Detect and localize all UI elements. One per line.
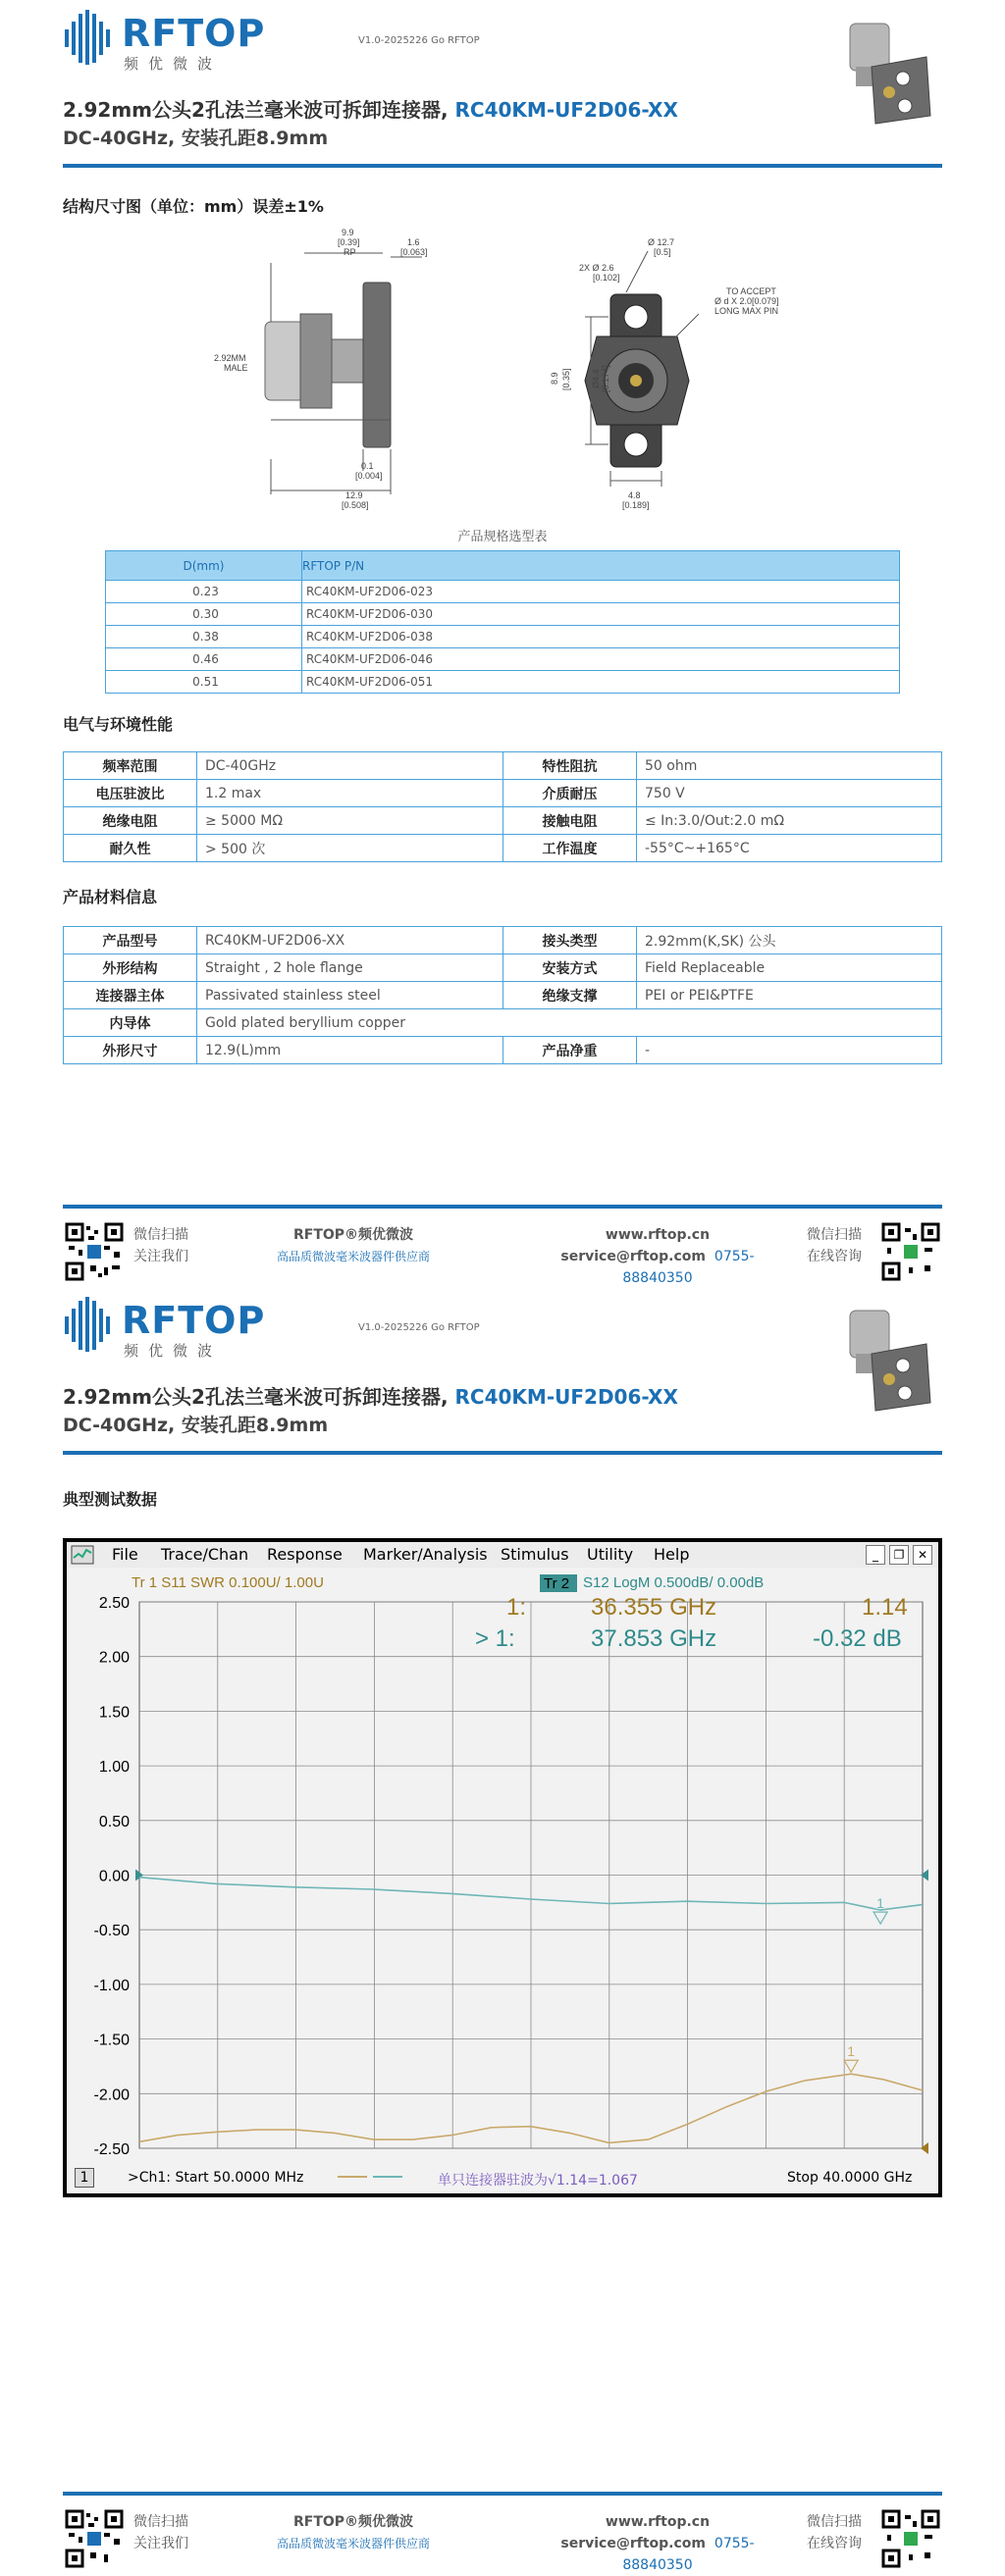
spec-value: > 500 次 bbox=[197, 835, 503, 862]
footer-rule bbox=[63, 1205, 942, 1209]
spec-label: 频率范围 bbox=[64, 752, 197, 780]
table-row bbox=[64, 752, 942, 780]
menu-stimulus[interactable]: Stimulus bbox=[501, 1545, 569, 1564]
vna-menu-bar bbox=[67, 1542, 938, 1568]
qr-code-icon[interactable] bbox=[881, 1222, 940, 1281]
spec-value: - bbox=[637, 1037, 942, 1064]
restore-icon[interactable]: ❐ bbox=[889, 1545, 909, 1565]
dim-4-4: Ø4.4 bbox=[591, 369, 601, 388]
channel-indicator[interactable]: 1 bbox=[75, 2168, 94, 2188]
menu-marker-analysis[interactable]: Marker/Analysis bbox=[363, 1545, 488, 1564]
accept-note-3: LONG MAX PIN bbox=[714, 306, 779, 316]
marker-1-frequency: 36.355 GHz bbox=[591, 1594, 717, 1621]
brand-name: RFTOP®频优微波 bbox=[292, 2514, 414, 2530]
dia-0-5: [0.5] bbox=[654, 247, 671, 257]
accept-note-1: TO ACCEPT bbox=[726, 286, 776, 296]
marker-2-label: > 1: bbox=[475, 1625, 515, 1652]
email-link[interactable]: service@rftop.com bbox=[560, 2536, 706, 2551]
spec-value: ≤ In:3.0/Out:2.0 mΩ bbox=[637, 807, 942, 835]
version-label: V1.0-2025226 Go RFTOP bbox=[358, 1322, 480, 1333]
wechat-scan-label: 微信扫描 bbox=[133, 1227, 188, 1243]
spec-label: 连接器主体 bbox=[64, 982, 197, 1009]
y-tick-label: 1.50 bbox=[98, 1704, 130, 1722]
table-row bbox=[64, 807, 942, 835]
footer-contact bbox=[530, 1224, 785, 1289]
cell-d: 0.46 bbox=[106, 648, 302, 671]
start-frequency: >Ch1: Start 50.0000 MHz bbox=[128, 2170, 304, 2186]
y-tick-label: -0.50 bbox=[93, 1923, 130, 1940]
table-row bbox=[64, 780, 942, 807]
marker-2-value: -0.32 dB bbox=[813, 1625, 902, 1652]
trace-2-scale: S12 LogM 0.500dB/ 0.00dB bbox=[583, 1574, 765, 1591]
y-tick-label: 2.00 bbox=[98, 1649, 130, 1667]
spec-label: 介质耐压 bbox=[503, 780, 637, 807]
table-row bbox=[64, 1009, 942, 1037]
title-part-number: RC40KM-UF2D06-XX bbox=[454, 98, 678, 122]
online-consult-label: 在线咨询 bbox=[807, 2536, 862, 2551]
electrical-table bbox=[63, 751, 942, 862]
cell-pn: RC40KM-UF2D06-046 bbox=[302, 648, 900, 671]
dia-12-7: Ø 12.7 bbox=[648, 237, 675, 247]
menu-trace-chan[interactable]: Trace/Chan bbox=[161, 1545, 249, 1564]
wechat-scan-label: 微信扫描 bbox=[133, 2514, 188, 2530]
section-title-material: 产品材料信息 bbox=[63, 888, 158, 906]
phone-number: 0755-88840350 bbox=[622, 1249, 755, 1286]
dim-4-8: 4.8 bbox=[628, 490, 641, 500]
spec-value: Passivated stainless steel bbox=[197, 982, 503, 1009]
logo-cn: 频优微波 bbox=[124, 55, 223, 73]
table-row bbox=[106, 648, 900, 671]
spec-label: 外形结构 bbox=[64, 954, 197, 982]
y-tick-label: 2.50 bbox=[98, 1595, 130, 1612]
menu-utility[interactable]: Utility bbox=[587, 1545, 634, 1564]
spec-label: 接头类型 bbox=[503, 927, 637, 954]
vna-screenshot bbox=[63, 1538, 942, 2197]
spec-value: ≥ 5000 MΩ bbox=[197, 807, 503, 835]
footer-follow bbox=[133, 1224, 188, 1267]
table-row bbox=[106, 626, 900, 648]
brand-slogan: 高品质微波毫米波器件供应商 bbox=[276, 1250, 430, 1263]
selection-caption: 产品规格选型表 bbox=[457, 530, 548, 544]
website-link[interactable]: www.rftop.cn bbox=[605, 1227, 711, 1243]
spec-value: Field Replaceable bbox=[637, 954, 942, 982]
trace-1-label: Tr 1 S11 SWR 0.100U/ 1.00U bbox=[132, 1574, 324, 1591]
y-tick-label: 0.50 bbox=[98, 1813, 130, 1830]
vna-status-bar bbox=[67, 2162, 938, 2193]
page-subtitle: DC-40GHz, 安装孔距8.9mm bbox=[63, 128, 329, 149]
logo-word: RFTOP bbox=[122, 1299, 266, 1342]
qr-code-icon[interactable] bbox=[65, 2509, 124, 2568]
connector-product-image bbox=[832, 18, 940, 126]
footer-consult bbox=[807, 1224, 862, 1267]
dim-0-1: 0.1 bbox=[361, 461, 374, 471]
cell-pn: RC40KM-UF2D06-051 bbox=[302, 671, 900, 694]
qr-code-icon[interactable] bbox=[65, 1222, 124, 1281]
title-part-number: RC40KM-UF2D06-XX bbox=[454, 1385, 678, 1409]
menu-response[interactable]: Response bbox=[267, 1545, 343, 1564]
rftop-logo bbox=[63, 1297, 269, 1360]
spec-label: 耐久性 bbox=[64, 835, 197, 862]
spec-value: 2.92mm(K,SK) 公头 bbox=[637, 927, 942, 954]
logo-mark-icon bbox=[63, 1297, 112, 1352]
spec-label: 绝缘电阻 bbox=[64, 807, 197, 835]
cell-pn: RC40KM-UF2D06-030 bbox=[302, 603, 900, 626]
menu-file[interactable]: File bbox=[112, 1545, 138, 1564]
spec-value: DC-40GHz bbox=[197, 752, 503, 780]
header-pn: RFTOP P/N bbox=[302, 551, 900, 581]
dim-8-9: 8.9 bbox=[550, 372, 559, 385]
footer-follow bbox=[133, 2511, 188, 2554]
close-icon[interactable]: ✕ bbox=[913, 1545, 932, 1565]
selection-table bbox=[105, 550, 900, 694]
cell-pn: RC40KM-UF2D06-038 bbox=[302, 626, 900, 648]
table-row bbox=[64, 982, 942, 1009]
hole-note-2: [0.102] bbox=[593, 273, 620, 283]
spec-value: Gold plated beryllium copper bbox=[197, 1009, 942, 1037]
table-row bbox=[64, 1037, 942, 1064]
cell-d: 0.30 bbox=[106, 603, 302, 626]
dim-12-9: 12.9 bbox=[345, 490, 363, 500]
accept-note-2: Ø d X 2.0[0.079] bbox=[714, 296, 779, 306]
marker-1-label: 1: bbox=[506, 1594, 527, 1621]
spec-label: 外形尺寸 bbox=[64, 1037, 197, 1064]
follow-label: 关注我们 bbox=[133, 2536, 188, 2551]
logo-cn: 频优微波 bbox=[124, 1342, 223, 1360]
brand-slogan: 高品质微波毫米波器件供应商 bbox=[276, 2537, 430, 2550]
menu-help[interactable]: Help bbox=[654, 1545, 690, 1564]
footer-brand bbox=[265, 2511, 442, 2554]
trace-2-label: Tr 2 bbox=[544, 1575, 570, 1592]
title-prefix: 2.92mm公头2孔法兰毫米波可拆卸连接器, bbox=[63, 1385, 455, 1409]
section-title-test: 典型测试数据 bbox=[63, 1490, 158, 1509]
connector-product-image bbox=[832, 1305, 940, 1413]
y-tick-label: -1.00 bbox=[93, 1977, 130, 1994]
spec-value: 50 ohm bbox=[637, 752, 942, 780]
marker-1-number: 1 bbox=[847, 2043, 855, 2060]
dim-0-39: [0.39] bbox=[338, 237, 360, 247]
dim-0-063: [0.063] bbox=[400, 247, 428, 257]
spec-label: 特性阻抗 bbox=[503, 752, 637, 780]
dim-0-35: [0.35] bbox=[561, 368, 571, 390]
selection-header-row bbox=[106, 551, 900, 581]
table-row bbox=[106, 581, 900, 603]
spec-label: 产品净重 bbox=[503, 1037, 637, 1064]
minimize-icon[interactable]: _ bbox=[866, 1545, 885, 1565]
y-tick-label: 0.00 bbox=[98, 1868, 130, 1885]
rftop-logo bbox=[63, 10, 269, 73]
section-title-dimensions: 结构尺寸图（单位：mm）误差±1% bbox=[63, 197, 324, 216]
footer-contact bbox=[530, 2511, 785, 2576]
cell-d: 0.38 bbox=[106, 626, 302, 648]
material-table bbox=[63, 926, 942, 1064]
dim-9-9: 9.9 bbox=[342, 228, 354, 237]
table-row bbox=[106, 671, 900, 694]
spec-value: 12.9(L)mm bbox=[197, 1037, 503, 1064]
cell-pn: RC40KM-UF2D06-023 bbox=[302, 581, 900, 603]
marker-2-frequency: 37.853 GHz bbox=[591, 1625, 717, 1652]
email-link[interactable]: service@rftop.com bbox=[560, 1249, 706, 1264]
footer-rule bbox=[63, 2492, 942, 2496]
male-label: 2.92MM bbox=[214, 353, 246, 363]
spec-label: 电压驻波比 bbox=[64, 780, 197, 807]
dim-0-174: [0.174] bbox=[601, 365, 610, 392]
spec-label: 安装方式 bbox=[503, 954, 637, 982]
spec-label: 绝缘支撑 bbox=[503, 982, 637, 1009]
spec-value: RC40KM-UF2D06-XX bbox=[197, 927, 503, 954]
table-row bbox=[64, 927, 942, 954]
brand-name: RFTOP®频优微波 bbox=[292, 1227, 414, 1243]
s11-legend-swatch bbox=[338, 2176, 367, 2178]
spec-value: -55°C~+165°C bbox=[637, 835, 942, 862]
spec-value: Straight , 2 hole flange bbox=[197, 954, 503, 982]
online-consult-label: 在线咨询 bbox=[807, 1249, 862, 1264]
page-title bbox=[63, 94, 678, 123]
footer-brand bbox=[265, 1224, 442, 1267]
table-row bbox=[64, 835, 942, 862]
title-prefix: 2.92mm公头2孔法兰毫米波可拆卸连接器, bbox=[63, 98, 455, 122]
cell-d: 0.23 bbox=[106, 581, 302, 603]
hole-note: 2X Ø 2.6 bbox=[579, 263, 614, 273]
vna-app-icon bbox=[71, 1544, 94, 1566]
spec-value: PEI or PEI&PTFE bbox=[637, 982, 942, 1009]
qr-code-icon[interactable] bbox=[881, 2509, 940, 2568]
y-tick-label: -2.50 bbox=[93, 2141, 130, 2158]
header-d: D(mm) bbox=[106, 551, 302, 581]
dim-1-6: 1.6 bbox=[407, 237, 420, 247]
vna-window bbox=[67, 1542, 938, 2193]
table-row bbox=[106, 603, 900, 626]
swr-note: 单只连接器驻波为√1.14=1.067 bbox=[438, 2173, 638, 2189]
y-tick-label: -2.00 bbox=[93, 2087, 130, 2104]
website-link[interactable]: www.rftop.cn bbox=[605, 2514, 711, 2530]
spec-label: 内导体 bbox=[64, 1009, 197, 1037]
spec-label: 产品型号 bbox=[64, 927, 197, 954]
vna-plot bbox=[67, 1568, 938, 2162]
stop-frequency: Stop 40.0000 GHz bbox=[787, 2170, 913, 2186]
marker-1-value: 1.14 bbox=[862, 1594, 908, 1621]
wechat-scan-label-2: 微信扫描 bbox=[807, 1227, 862, 1243]
spec-value: 750 V bbox=[637, 780, 942, 807]
marker-2-number: 1 bbox=[876, 1895, 884, 1912]
side-view bbox=[265, 253, 422, 494]
dim-0-508: [0.508] bbox=[342, 500, 369, 510]
header-rule bbox=[63, 164, 942, 168]
dim-rp: RP bbox=[344, 247, 356, 257]
logo-mark-icon bbox=[63, 10, 112, 65]
page-subtitle: DC-40GHz, 安装孔距8.9mm bbox=[63, 1415, 329, 1436]
page-title bbox=[63, 1381, 678, 1410]
phone-number: 0755-88840350 bbox=[622, 2536, 755, 2573]
logo-word: RFTOP bbox=[122, 12, 266, 55]
footer-consult bbox=[807, 2511, 862, 2554]
version-label: V1.0-2025226 Go RFTOP bbox=[358, 35, 480, 46]
male-label-2: MALE bbox=[224, 363, 248, 373]
section-title-electrical: 电气与环境性能 bbox=[63, 715, 174, 734]
cell-d: 0.51 bbox=[106, 671, 302, 694]
dim-0-004: [0.004] bbox=[355, 471, 383, 481]
spec-value: 1.2 max bbox=[197, 780, 503, 807]
y-tick-label: 1.00 bbox=[98, 1759, 130, 1777]
page-1 bbox=[0, 0, 1005, 1287]
follow-label: 关注我们 bbox=[133, 1249, 188, 1264]
y-tick-label: -1.50 bbox=[93, 2032, 130, 2049]
dim-0-189: [0.189] bbox=[622, 500, 650, 510]
header-rule bbox=[63, 1451, 942, 1455]
s12-legend-swatch bbox=[373, 2176, 402, 2178]
wechat-scan-label-2: 微信扫描 bbox=[807, 2514, 862, 2530]
dimension-drawing bbox=[214, 224, 824, 518]
spec-label: 工作温度 bbox=[503, 835, 637, 862]
table-row bbox=[64, 954, 942, 982]
spec-label: 接触电阻 bbox=[503, 807, 637, 835]
